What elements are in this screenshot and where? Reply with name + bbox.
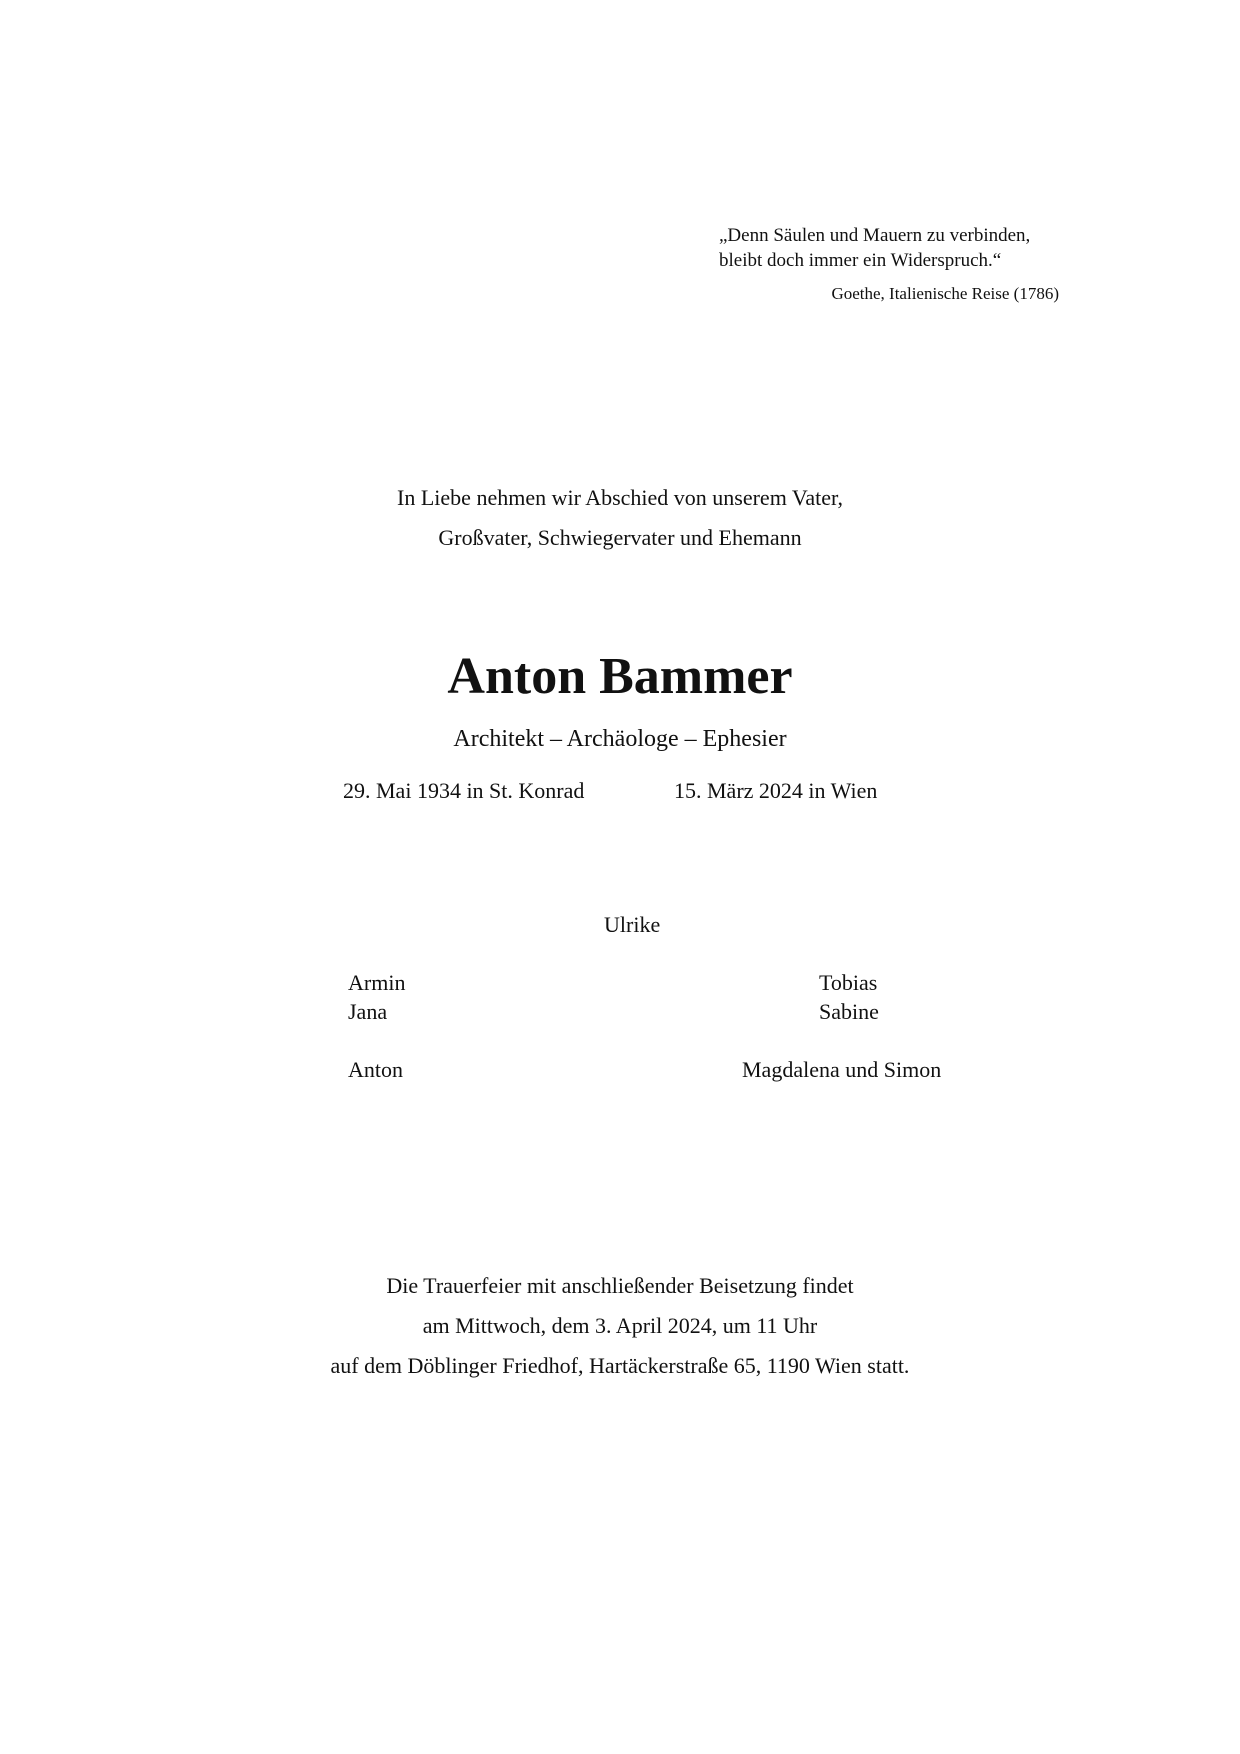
ceremony-line: auf dem Döblinger Friedhof, Hartäckerstraße 65, 1190 Wien statt.	[330, 1353, 910, 1378]
deceased-name: Anton Bammer	[447, 648, 793, 705]
family-spouse: Ulrike	[604, 912, 661, 937]
family-member: Jana	[348, 999, 388, 1024]
intro-line: Großvater, Schwiegervater und Ehemann	[438, 525, 802, 550]
family-member: Sabine	[819, 999, 879, 1024]
death-date: 15. März 2024 in Wien	[674, 778, 878, 803]
ceremony-line: am Mittwoch, dem 3. April 2024, um 11 Uhr	[422, 1313, 818, 1338]
family-member: Tobias	[819, 970, 878, 995]
ceremony-line: Die Trauerfeier mit anschließender Beisetzung findet	[386, 1273, 854, 1298]
epigraph-line: „Denn Säulen und Mauern zu verbinden,	[719, 225, 1031, 246]
deceased-profession: Architekt – Archäologe – Ephesier	[453, 726, 787, 752]
epigraph-line: bleibt doch immer ein Widerspruch.“	[719, 250, 1002, 271]
family-member: Armin	[348, 970, 406, 995]
family-member: Magdalena und Simon	[742, 1057, 942, 1082]
birth-date: 29. Mai 1934 in St. Konrad	[343, 778, 585, 803]
family-member: Anton	[348, 1057, 403, 1082]
epigraph-source: Goethe, Italienische Reise (1786)	[831, 284, 1059, 303]
intro-line: In Liebe nehmen wir Abschied von unserem Vater,	[397, 485, 843, 510]
